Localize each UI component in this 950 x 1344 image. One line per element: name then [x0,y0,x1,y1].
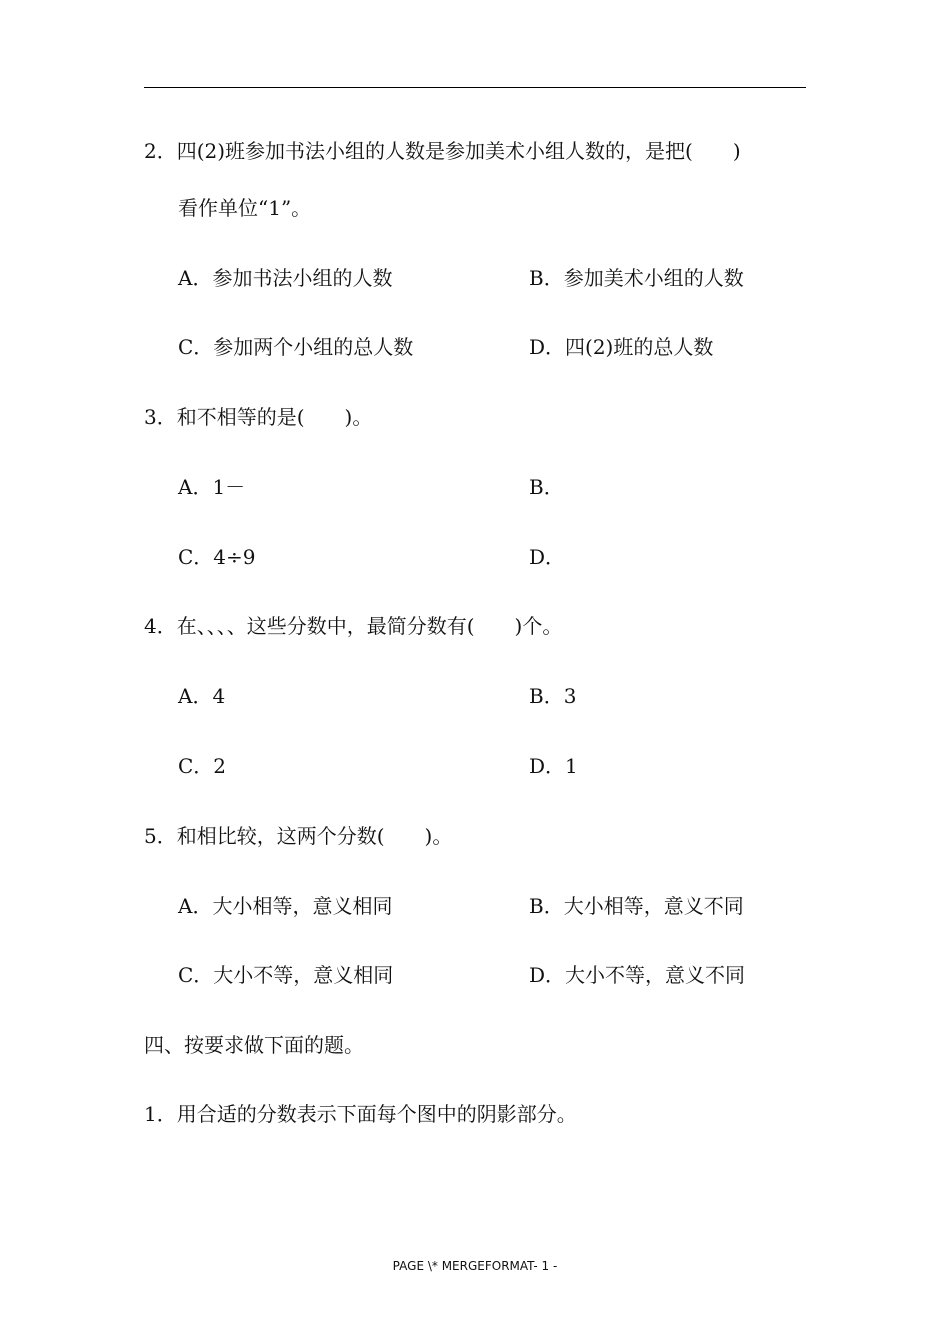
question-2-stem-continued: 看作单位“1”。 [178,196,312,220]
question-5-stem: 5．和相比较，这两个分数( )。 [144,824,453,848]
section-heading: 四、按要求做下面的题。 [144,1033,364,1057]
question-3-option-b: B． [529,475,564,499]
sub-question-1: 1．用合适的分数表示下面每个图中的阴影部分。 [144,1102,577,1126]
question-4-stem: 4．在、、、、这些分数中，最简分数有( )个。 [144,614,563,638]
question-3-option-d: D． [529,545,566,569]
question-3-option-c: C．4÷9 [178,545,256,569]
question-5-option-a: A．大小相等，意义相同 [178,894,393,918]
page-footer: PAGE \* MERGEFORMAT- 1 - [392,1259,558,1273]
question-2-stem: 2．四(2)班参加书法小组的人数是参加美术小组人数的，是把( ) [144,139,741,163]
question-3-option-a: A．1－ [178,475,246,499]
question-5-option-c: C．大小不等，意义相同 [178,963,394,987]
question-4-option-b: B．3 [529,684,577,708]
question-4-option-a: A．4 [178,684,226,708]
header-rule [144,87,806,88]
question-4-option-d: D．1 [529,754,578,778]
question-5-option-b: B．大小相等，意义不同 [529,894,744,918]
question-2-option-d: D．四(2)班的总人数 [529,335,714,359]
question-4-option-c: C．2 [178,754,227,778]
question-3-stem: 3．和不相等的是( )。 [144,405,373,429]
question-5-option-d: D．大小不等，意义不同 [529,963,746,987]
question-2-option-c: C．参加两个小组的总人数 [178,335,414,359]
question-2-option-a: A．参加书法小组的人数 [178,266,393,290]
question-2-option-b: B．参加美术小组的人数 [529,266,744,290]
